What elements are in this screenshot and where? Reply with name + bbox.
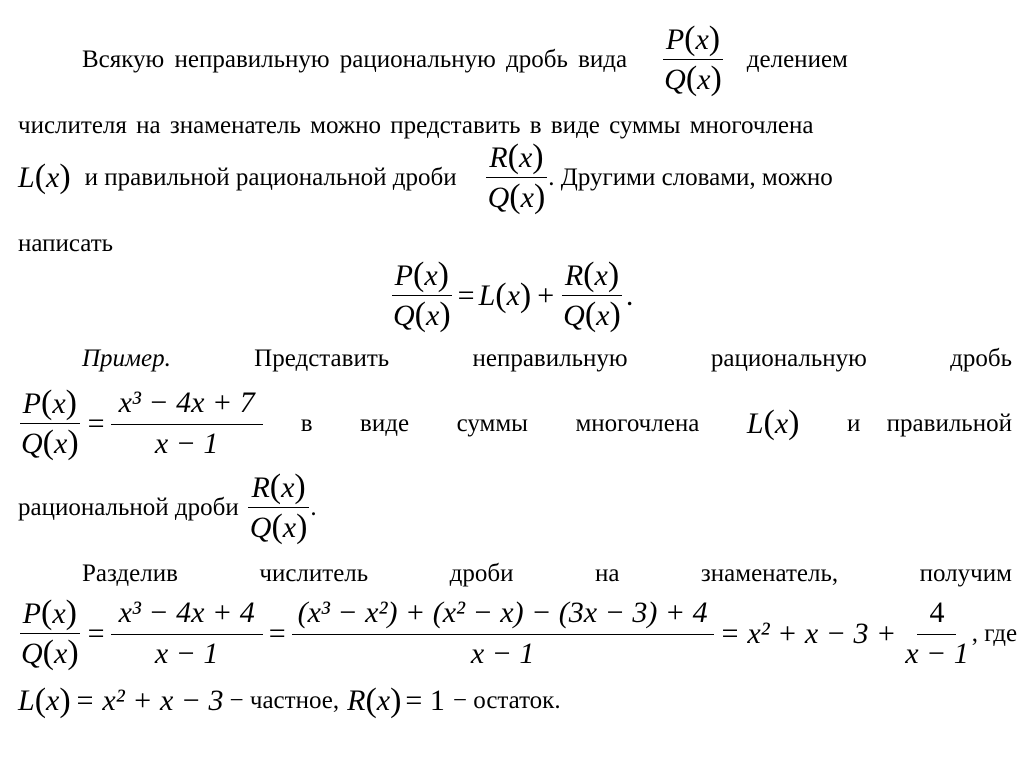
word: виде (360, 409, 410, 437)
fraction-pq: $\frac{P(x)}{Q(x)}$ (664, 20, 722, 97)
word: Разделив (82, 560, 178, 587)
word: на (594, 560, 620, 587)
example-line-2: $\frac{P(x)}{Q(x)}$ = $\frac{\text{x³ − 4x + 7}}{x - 1}$ в виде суммы многочлена L(x) и правильной (18, 386, 1012, 461)
text-ex-l3: рациональной дроби (18, 493, 239, 521)
word: числитель (259, 560, 369, 587)
text-l1-tail: делением (746, 45, 848, 73)
text-l1: Всякую неправильную рациональную дробь вида (82, 45, 628, 73)
example-label: Пример. (82, 345, 171, 372)
L-of-x: L(x) (18, 158, 71, 195)
solution-line-1 (82, 560, 1012, 588)
word: дробь (950, 345, 1012, 372)
text-where: , где (971, 619, 1018, 647)
word: многочлена (575, 409, 700, 437)
word: дроби (449, 560, 514, 587)
example-fraction-pq: $\frac{P(x)}{Q(x)}$ (21, 384, 79, 461)
text-quotient: − частное, (229, 687, 340, 714)
text-l2: числителя на знаменатель можно представить в виде суммы многочлена (18, 112, 814, 139)
text-l3-tail: . Другими словами, можно (548, 163, 833, 191)
final-line: L ( x ) = x² + x − 3 − частное, R ( x ) = 1 − остаток. (18, 682, 561, 719)
word: и правильной (847, 409, 1012, 437)
word: неправильную (472, 345, 628, 372)
word: в (300, 409, 313, 437)
example-line-3: рациональной дроби $\frac{R(x)}{Q(x)}$ . (18, 468, 317, 545)
word: знаменатель, (700, 560, 839, 587)
paragraph-1-line-3 (18, 140, 833, 215)
text-l3-mid: и правильной рациональной дроби (84, 163, 457, 191)
fraction-rq: $\frac{R(x)}{Q(x)}$ (487, 138, 546, 215)
text-remainder: − остаток. (452, 687, 561, 714)
text-l4: написать (18, 230, 114, 257)
solution-formula: $\frac{P(x)}{Q(x)}$ = $\frac{\text{x³ − 4x + 4}}{x - 1}$ = $\frac{\text{(x³ − x²) + (x² − x) − (3x − 3) + 4}}{x - 1}$ = x² + x − 3 + $\frac{4}{x - 1}$ , где (21, 594, 1018, 671)
word: рациональную (710, 345, 867, 372)
word: получим (919, 560, 1012, 587)
paragraph-1-line-1 (82, 22, 1012, 97)
example-fraction-expr: $\frac{\text{x³ − 4x + 7}}{x - 1}$ (111, 386, 263, 461)
example-L-of-x: L(x) (746, 404, 800, 441)
example-fraction-rq: $\frac{R(x)}{Q(x)}$ (249, 468, 308, 545)
display-formula: $\frac{P(x)}{Q(x)}$ = L ( x ) + $\frac{R(x)}{Q(x)}$ . (393, 256, 634, 333)
paragraph-1-line-2 (18, 112, 1008, 140)
word: Представить (254, 345, 390, 372)
paragraph-1-line-4 (18, 230, 113, 258)
word: суммы (456, 409, 528, 437)
example-line-1 (82, 345, 1012, 373)
